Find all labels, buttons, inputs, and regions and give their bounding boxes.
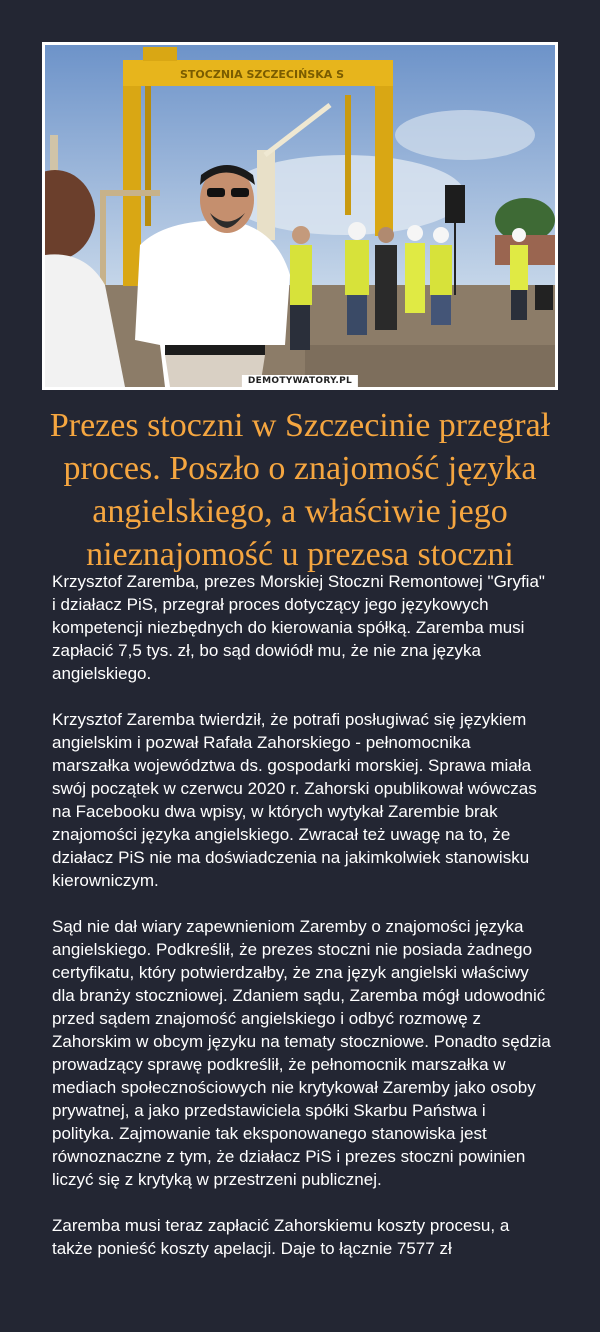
article-body <box>52 570 552 1283</box>
photo-frame <box>42 42 558 390</box>
paragraph: Sąd nie dał wiary zapewnieniom Zaremby o znajomości języka angielskiego. Podkreślił, że prezes stoczni nie posiada żadnego certyfikatu, który potwierdzałby, że zna język angielski właściwy dla branży stoczniowej. Zdaniem sądu, Zaremba mógł udowodnić przed sądem znajomość angielskiego i odbyć rozmowę z Zahorskim w obcym języku na tematy stoczniowe. Ponadto sędzia prowadzący sprawę podkreślił, że pełnomocnik marszałka w mediach społecznościowych nie krytykował Zaremby jako osoby prywatnej, a jako przedstawiciela spółki Skarbu Państwa i polityka. Zajmowanie tak eksponowanego stanowiska jest równoznaczne z tym, że działacz PiS i prezes stoczni powinien liczyć się z krytyką w przestrzeni publicznej. <box>52 917 551 1189</box>
shipyard-scene <box>45 45 555 387</box>
paragraph: Zaremba musi teraz zapłacić Zahorskiemu koszty procesu, a także ponieść koszty apelacji. Daje to łącznie 7577 zł <box>52 1216 510 1258</box>
gantry-sign: STOCZNIA SZCZECIŃSKA S <box>180 68 345 81</box>
watermark: DEMOTYWATORY.PL <box>242 375 358 387</box>
speaker <box>445 185 465 223</box>
paragraph: Krzysztof Zaremba, prezes Morskiej Stoczni Remontowej "Gryfia" i działacz PiS, przegrał proces dotyczący jego językowych kompetencji niezbędnych do kierowania spółką. Zaremba musi zapłacić 7,5 tys. zł, bo sąd dowiódł mu, że nie zna języka angielskiego. <box>52 572 545 683</box>
cloud <box>395 110 535 160</box>
article-title: Prezes stoczni w Szczecinie przegrał proces. Poszło o znajomość języka angielskiego, a właściwie jego nieznajomość u prezesa stoczni <box>49 407 551 573</box>
paragraph: Krzysztof Zaremba twierdził, że potrafi posługiwać się językiem angielskim i pozwał Rafała Zahorskiego - pełnomocnika marszałka województwa ds. gospodarki morskiej. Sprawa miała swój początek w czerwcu 2020 r. Zahorski opublikował wówczas na Facebooku dwa wpisy, w których wytykał Zarembie brak znajomości języka angielskiego. Zwracał też uwagę na to, że działacz PiS nie ma doświadczenia na jakimkolwiek stanowisku kierowniczym. <box>52 710 537 890</box>
shipyard-photo[interactable] <box>45 45 555 387</box>
